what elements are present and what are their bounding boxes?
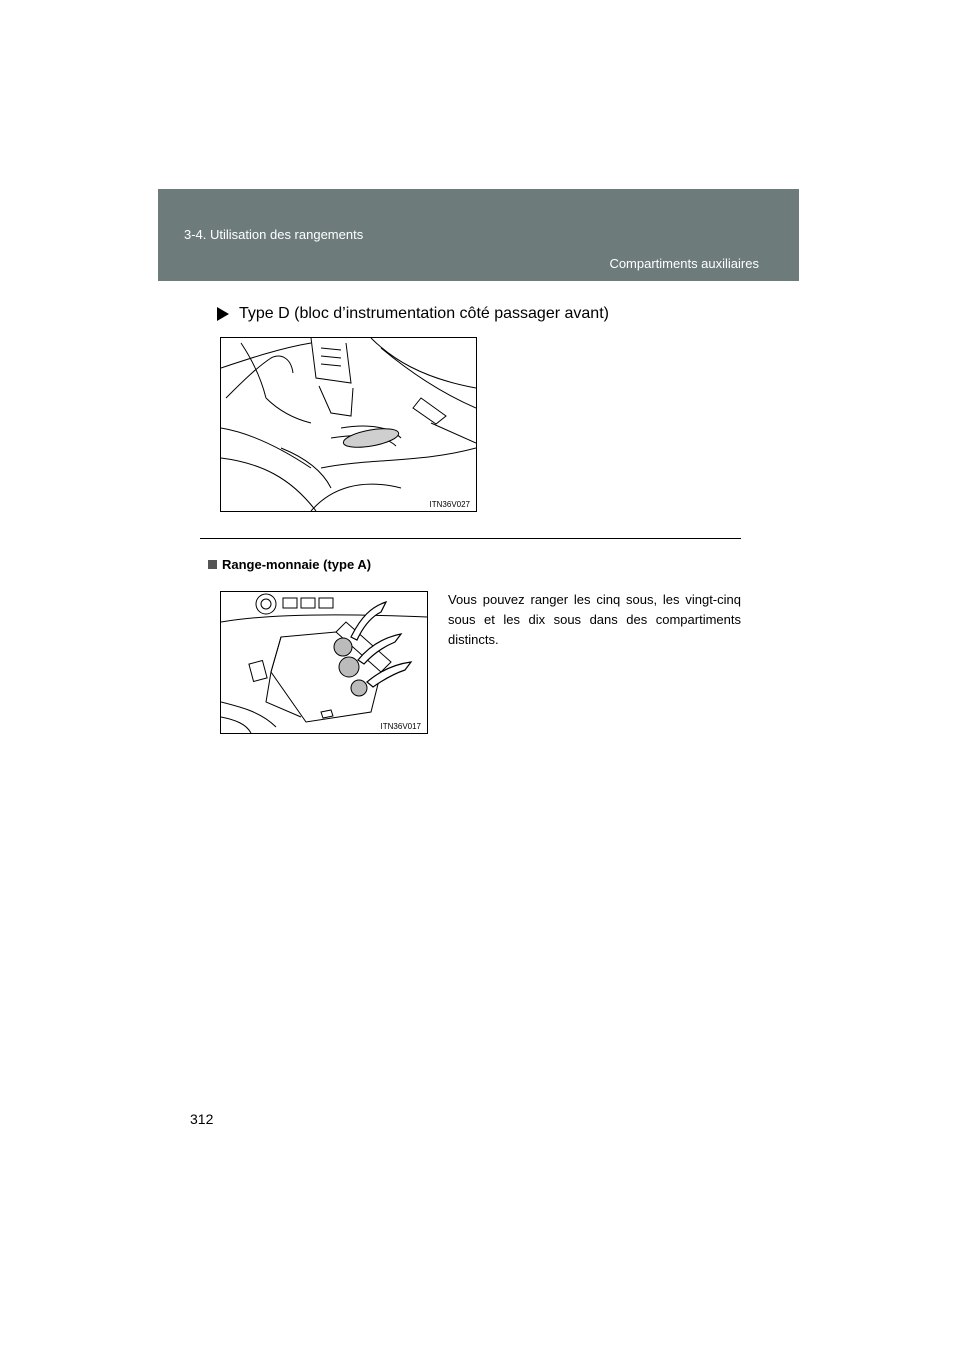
coin-holder-description: Vous pouvez ranger les cinq sous, les vingt-cinq sous et les dix sous dans des compartiments distincts. bbox=[448, 592, 741, 647]
type-d-heading-text: Type D (bloc d’instrumentation côté passager avant) bbox=[239, 305, 609, 322]
section-label: 3-4. Utilisation des rangements bbox=[184, 227, 364, 242]
dashboard-drawing bbox=[221, 338, 476, 511]
page-number: 312 bbox=[190, 1111, 214, 1127]
dashboard-compartment-illustration bbox=[220, 337, 477, 512]
square-bullet-icon bbox=[208, 560, 217, 569]
type-d-heading bbox=[217, 305, 609, 323]
figure-code: ITN36V017 bbox=[380, 722, 421, 731]
coin-holder-drawing bbox=[221, 592, 427, 733]
section-divider bbox=[200, 538, 741, 539]
section-header bbox=[158, 189, 799, 281]
coin-holder-heading-text: Range-monnaie (type A) bbox=[222, 557, 372, 572]
figure-code: ITN36V027 bbox=[429, 500, 470, 509]
coin-holder-heading bbox=[208, 557, 371, 572]
header-title: Compartiments auxiliaires bbox=[609, 256, 759, 271]
arrow-right-icon bbox=[217, 307, 229, 321]
coin-holder-illustration bbox=[220, 591, 428, 734]
